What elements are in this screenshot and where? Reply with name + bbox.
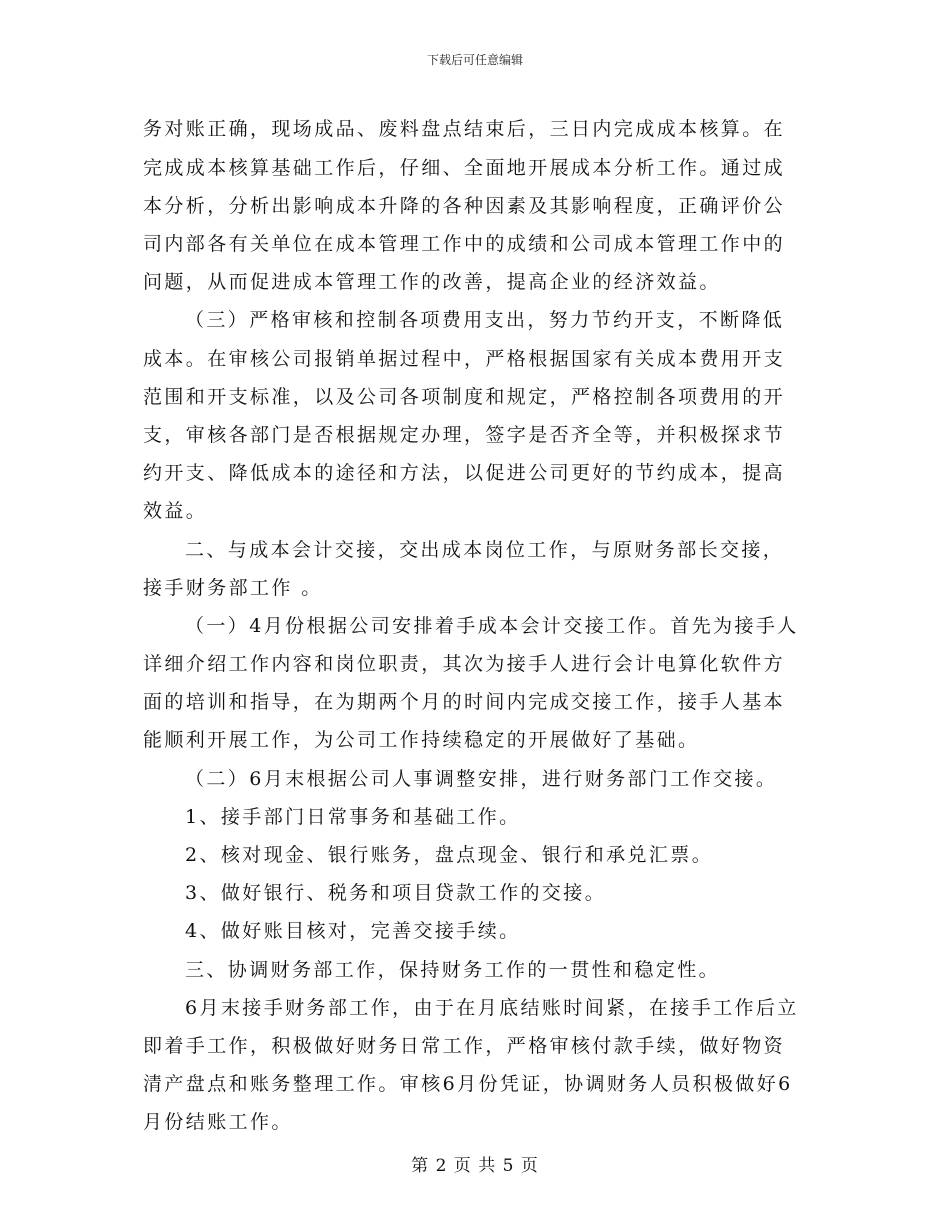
body-line: （三）严格审核和控制各项费用支出，努力节约开支，不断降低 [185, 309, 785, 331]
body-line: 支，审核各部门是否根据规定办理，签字是否齐全等，并积极探求节 [143, 424, 786, 446]
body-line: 面的培训和指导，在为期两个月的时间内完成交接工作，接手人基本 [143, 691, 786, 713]
body-line: 详细介绍工作内容和岗位职责，其次为接手人进行会计电算化软件方 [143, 653, 786, 675]
body-line: 效益。 [143, 500, 208, 522]
body-line: 6月末接手财务部工作，由于在月底结账时间紧，在接手工作后立 [185, 997, 799, 1019]
body-line: 4、做好账目核对，完善交接手续。 [185, 920, 521, 942]
body-line: 即着手工作，积极做好财务日常工作，严格审核付款手续，做好物资 [143, 1035, 786, 1057]
body-line: 3、做好银行、税务和项目贷款工作的交接。 [185, 882, 607, 904]
body-line: 2、核对现金、银行账务，盘点现金、银行和承兑汇票。 [185, 844, 714, 866]
page-header: 下载后可任意编辑 [426, 53, 523, 67]
body-line: 务对账正确，现场成品、废料盘点结束后，三日内完成成本核算。在 [143, 118, 786, 140]
body-line: 司内部各有关单位在成本管理工作中的成绩和公司成本管理工作中的 [143, 233, 786, 255]
body-line: 1、接手部门日常事务和基础工作。 [185, 806, 521, 828]
body-line: 完成成本核算基础工作后，仔细、全面地开展成本分析工作。通过成 [143, 157, 786, 179]
body-line: 清产盘点和账务整理工作。审核6月份凭证，协调财务人员积极做好6 [143, 1073, 793, 1095]
body-line: （一）4月份根据公司安排着手成本会计交接工作。首先为接手人 [185, 615, 799, 637]
body-line: 三、协调财务部工作，保持财务工作的一贯性和稳定性。 [185, 959, 721, 981]
body-line: 月份结账工作。 [143, 1111, 293, 1133]
body-line: 约开支、降低成本的途径和方法，以促进公司更好的节约成本，提高 [143, 462, 786, 484]
body-line: 范围和开支标准，以及公司各项制度和规定，严格控制各项费用的开 [143, 386, 786, 408]
page-number-footer: 第 2 页 共 5 页 [411, 1156, 539, 1176]
body-line: （二）6月末根据公司人事调整安排，进行财务部门工作交接。 [185, 768, 778, 790]
body-line: 能顺利开展工作，为公司工作持续稳定的开展做好了基础。 [143, 729, 700, 751]
body-line: 本分析，分析出影响成本升降的各种因素及其影响程度，正确评价公 [143, 195, 786, 217]
body-line: 问题，从而促进成本管理工作的改善，提高企业的经济效益。 [143, 271, 721, 293]
body-line: 接手财务部工作 。 [143, 577, 323, 599]
body-line: 二、与成本会计交接，交出成本岗位工作，与原财务部长交接， [185, 539, 785, 561]
body-line: 成本。在审核公司报销单据过程中，严格根据国家有关成本费用开支 [143, 348, 786, 370]
